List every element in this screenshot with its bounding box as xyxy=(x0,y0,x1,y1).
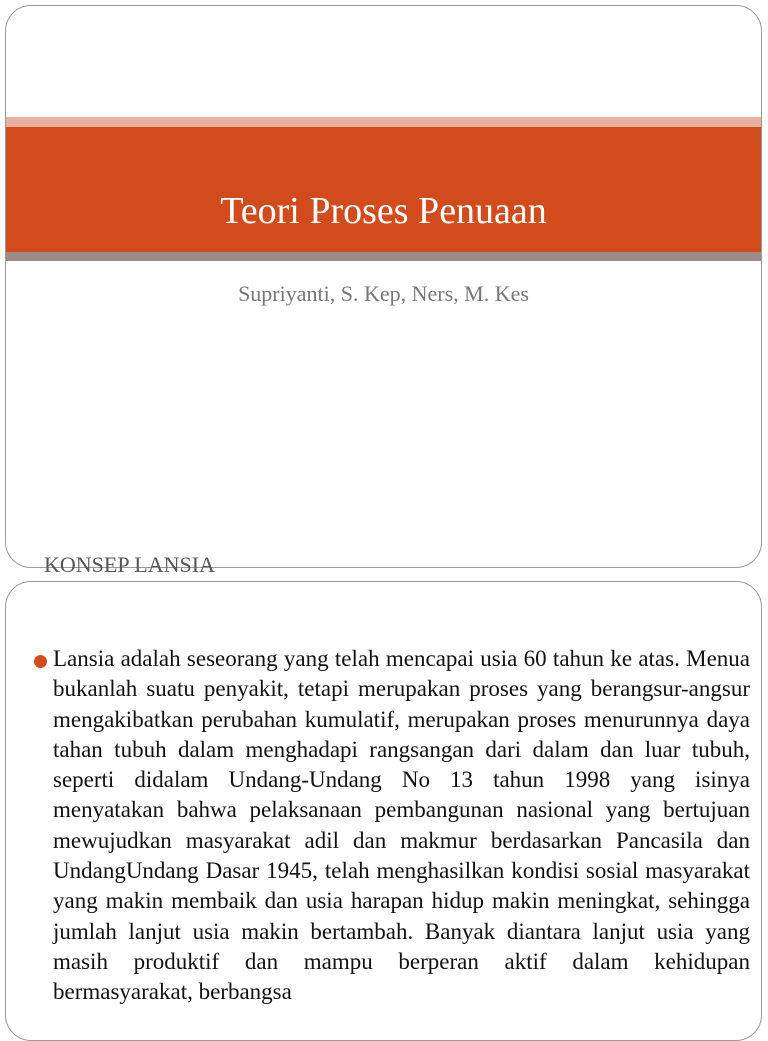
bullet-dot-icon xyxy=(34,655,47,668)
clipped-heading-text: KONSEP LANSIA xyxy=(44,552,215,577)
slide-title: Teori Proses Penuaan xyxy=(220,190,547,232)
bullet-text: Lansia adalah seseorang yang telah mencapai usia 60 tahun ke atas. Menua bukanlah suatu penyakit, tetapi merupakan proses yang berangsur-angsur mengakibatkan perubahan kumulatif, merupakan proses menurunnya daya tahan tubuh dalam menghadapi rangsangan dari dalam dan luar tubuh, seperti didalam Undang-Undang No 13 tahun 1998 yang isinya menyatakan bahwa pelaksanaan pembangunan nasional yang bertujuan mewujudkan masyarakat adil dan makmur berdasarkan Pancasila dan UndangUndang Dasar 1945, telah menghasilkan kondisi sosial masyarakat yang makin membaik dan usia harapan hidup makin meningkat, sehingga jumlah lanjut usia makin bertambah. Banyak diantara lanjut usia yang masih produktif dan mampu berperan aktif dalam kehidupan bermasyarakat, berbangsa xyxy=(53,646,750,1005)
clipped-slide-heading xyxy=(44,552,364,580)
bullet-item xyxy=(34,644,750,1008)
slide-subtitle: Supriyanti, S. Kep, Ners, M. Kes xyxy=(238,281,529,306)
title-slide xyxy=(5,5,762,568)
content-slide xyxy=(5,581,762,1041)
title-band-shadow xyxy=(6,252,761,261)
